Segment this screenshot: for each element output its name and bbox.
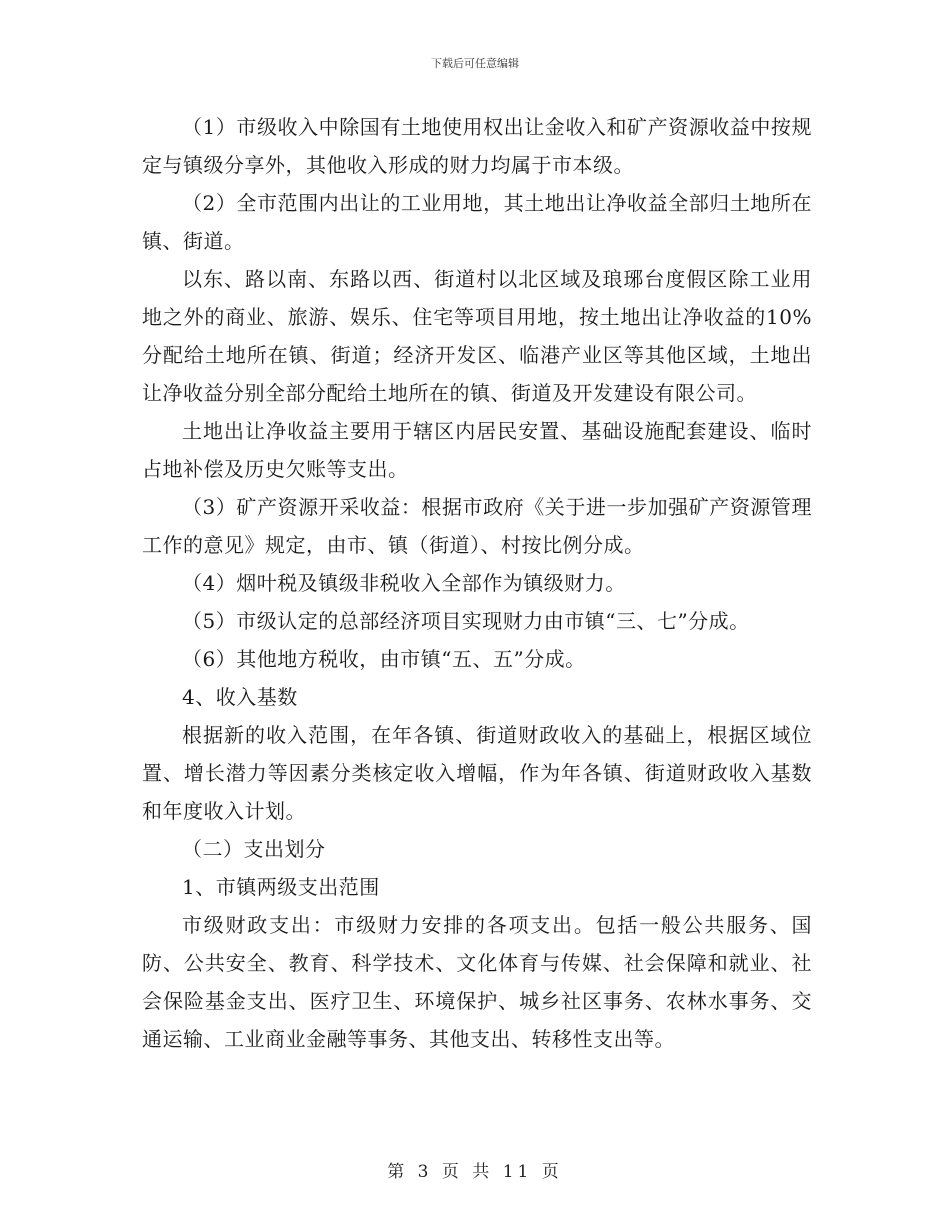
paragraph-7: （5）市级认定的总部经济项目实现财力由市镇“三、七”分成。 [182,609,750,633]
section-heading-expenditure: （二）支出划分 [182,837,326,861]
paragraph-5: （3）矿产资源开采收益：根据市政府《关于进一步加强矿产资源管理工作的意见》规定，由市、镇（街道）、村按比例分成。 [142,495,812,557]
paragraph-10: 根据新的收入范围，在年各镇、街道财政收入的基础上，根据区域位置、增长潜力等因素分类核定收入增幅，作为年各镇、街道财政收入基数和年度收入计划。 [142,723,812,823]
paragraph-8: （6）其他地方税收，由市镇“五、五”分成。 [182,647,586,671]
section-heading-income-base: 4、收入基数 [182,685,298,709]
paragraph-4: 土地出让净收益主要用于辖区内居民安置、基础设施配套建设、临时占地补偿及历史欠账等支出。 [142,419,812,481]
paragraph-3: 以东、路以南、东路以西、街道村以北区域及琅琊台度假区除工业用地之外的商业、旅游、娱乐、住宅等项目用地，按土地出让净收益的10%分配给土地所在镇、街道；经济开发区、临港产业区等其他区域，土地出让净收益分别全部分配给土地所在的镇、街道及开发建设有限公司。 [142,267,812,405]
page-number: 第 3 页 共 11 页 [387,1162,563,1182]
paragraph-1: （1）市级收入中除国有土地使用权出让金收入和矿产资源收益中按规定与镇级分享外，其他收入形成的财力均属于市本级。 [142,115,812,177]
document-body [142,108,812,1058]
paragraph-13: 市级财政支出：市级财力安排的各项支出。包括一般公共服务、国防、公共安全、教育、科学技术、文化体育与传媒、社会保障和就业、社会保险基金支出、医疗卫生、环境保护、城乡社区事务、农林水事务、交通运输、工业商业金融等事务、其他支出、转移性支出等。 [142,913,812,1051]
paragraph-2: （2）全市范围内出让的工业用地，其土地出让净收益全部归土地所在镇、街道。 [142,191,812,253]
page-header-note: 下载后可任意编辑 [431,57,519,70]
section-heading-expenditure-scope: 1、市镇两级支出范围 [182,875,380,899]
paragraph-6: （4）烟叶税及镇级非税收入全部作为镇级财力。 [182,571,626,595]
